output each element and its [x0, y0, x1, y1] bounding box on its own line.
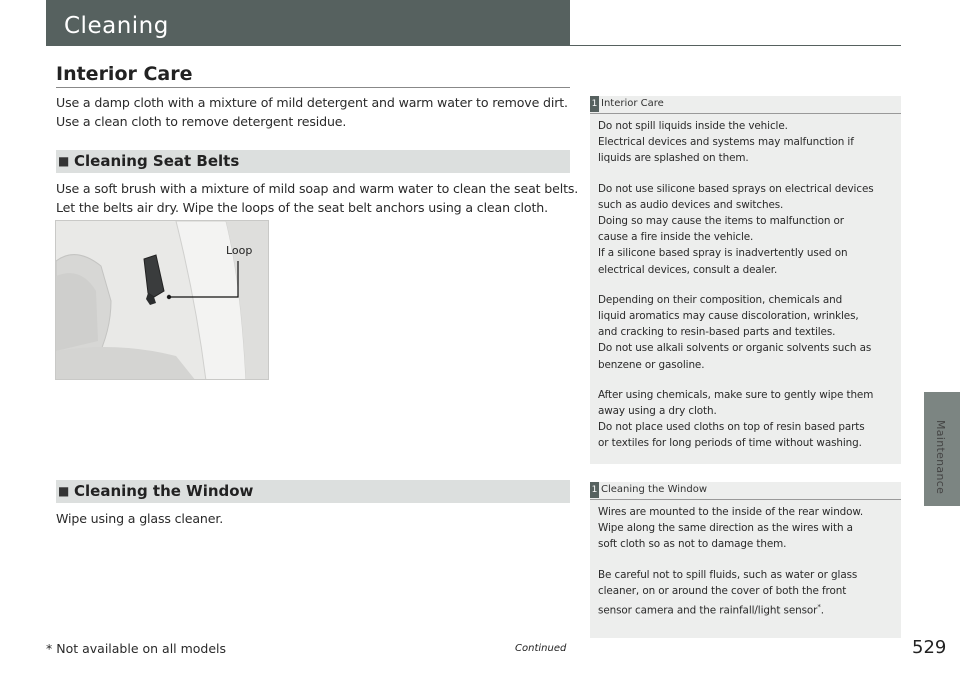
note-line: away using a dry cloth. — [598, 405, 717, 418]
note-body — [598, 118, 874, 452]
note-line: Do not use silicone based sprays on electrical devices — [598, 182, 874, 195]
note-cleaning-window — [590, 482, 901, 638]
note-number-badge: 1 — [590, 96, 599, 112]
note-line-period: . — [820, 604, 824, 617]
note-line: Electrical devices and systems may malfunction if — [598, 136, 854, 149]
note-number-badge: 1 — [590, 482, 599, 498]
note-line: After using chemicals, make sure to gently wipe them — [598, 388, 874, 401]
footnote: * Not available on all models — [46, 641, 227, 656]
note-line: Doing so may cause the items to malfunction or — [598, 215, 844, 228]
note-line: Do not place used cloths on top of resin based parts — [598, 421, 865, 434]
figure-label-loop: Loop — [226, 244, 253, 257]
note-line: benzene or gasoline. — [598, 358, 705, 371]
note-line: electrical devices, consult a dealer. — [598, 263, 778, 276]
square-bullet-icon: ■ — [58, 154, 70, 168]
note-line: cleaner, on or around the cover of both the front — [598, 584, 847, 597]
subheading-label: Cleaning Seat Belts — [74, 152, 240, 170]
note-line: soft cloth so as not to damage them. — [598, 538, 787, 551]
note-line: liquid aromatics may cause discoloration, wrinkles, — [598, 310, 859, 323]
note-title: Cleaning the Window — [601, 484, 708, 495]
note-line: Wipe along the same direction as the wires with a — [598, 522, 853, 535]
note-line: Wires are mounted to the inside of the rear window. — [598, 506, 864, 518]
note-line: Be careful not to spill fluids, such as water or glass — [598, 568, 858, 581]
note-header — [590, 482, 901, 500]
note-line-text: sensor camera and the rainfall/light sensor — [598, 604, 818, 617]
note-line: Do not spill liquids inside the vehicle. — [598, 120, 788, 132]
note-title: Interior Care — [601, 98, 664, 109]
asterisk-marker: * — [817, 603, 821, 612]
window-text: Wipe using a glass cleaner. — [56, 511, 224, 526]
intro-line-2: Use a clean cloth to remove detergent residue. — [56, 114, 347, 129]
seat-belts-line-2: Let the belts air dry. Wipe the loops of the seat belt anchors using a clean cloth. — [56, 200, 548, 215]
note-line: or textiles for long periods of time without washing. — [598, 437, 862, 450]
note-line: If a silicone based spray is inadvertently used on — [598, 247, 848, 260]
note-interior-care — [590, 96, 901, 464]
subheading-seat-belts — [56, 150, 570, 173]
page-number: 529 — [912, 637, 947, 658]
note-line: and cracking to resin-based parts and textiles. — [598, 326, 836, 339]
note-line — [598, 599, 863, 619]
note-line: cause a fire inside the vehicle. — [598, 231, 754, 244]
note-line: liquids are splashed on them. — [598, 152, 749, 165]
intro-line-1: Use a damp cloth with a mixture of mild detergent and warm water to remove dirt. — [56, 95, 568, 110]
banner-rule — [570, 45, 901, 46]
subheading-label: Cleaning the Window — [74, 482, 254, 500]
continued-label: Continued — [515, 643, 567, 654]
note-line: Do not use alkali solvents or organic solvents such as — [598, 342, 872, 355]
note-body — [598, 504, 863, 619]
note-header — [590, 96, 901, 114]
heading-rule — [56, 87, 570, 88]
note-line: Depending on their composition, chemicals and — [598, 293, 843, 306]
seat-belts-line-1: Use a soft brush with a mixture of mild soap and warm water to clean the seat belts. — [56, 181, 579, 196]
square-bullet-icon: ■ — [58, 484, 70, 498]
subheading-window — [56, 480, 570, 503]
section-title: Cleaning — [64, 13, 169, 39]
note-line: such as audio devices and switches. — [598, 198, 784, 211]
chapter-tab-label: Maintenance — [934, 420, 947, 495]
section-banner — [46, 0, 570, 46]
page-heading: Interior Care — [56, 63, 193, 85]
